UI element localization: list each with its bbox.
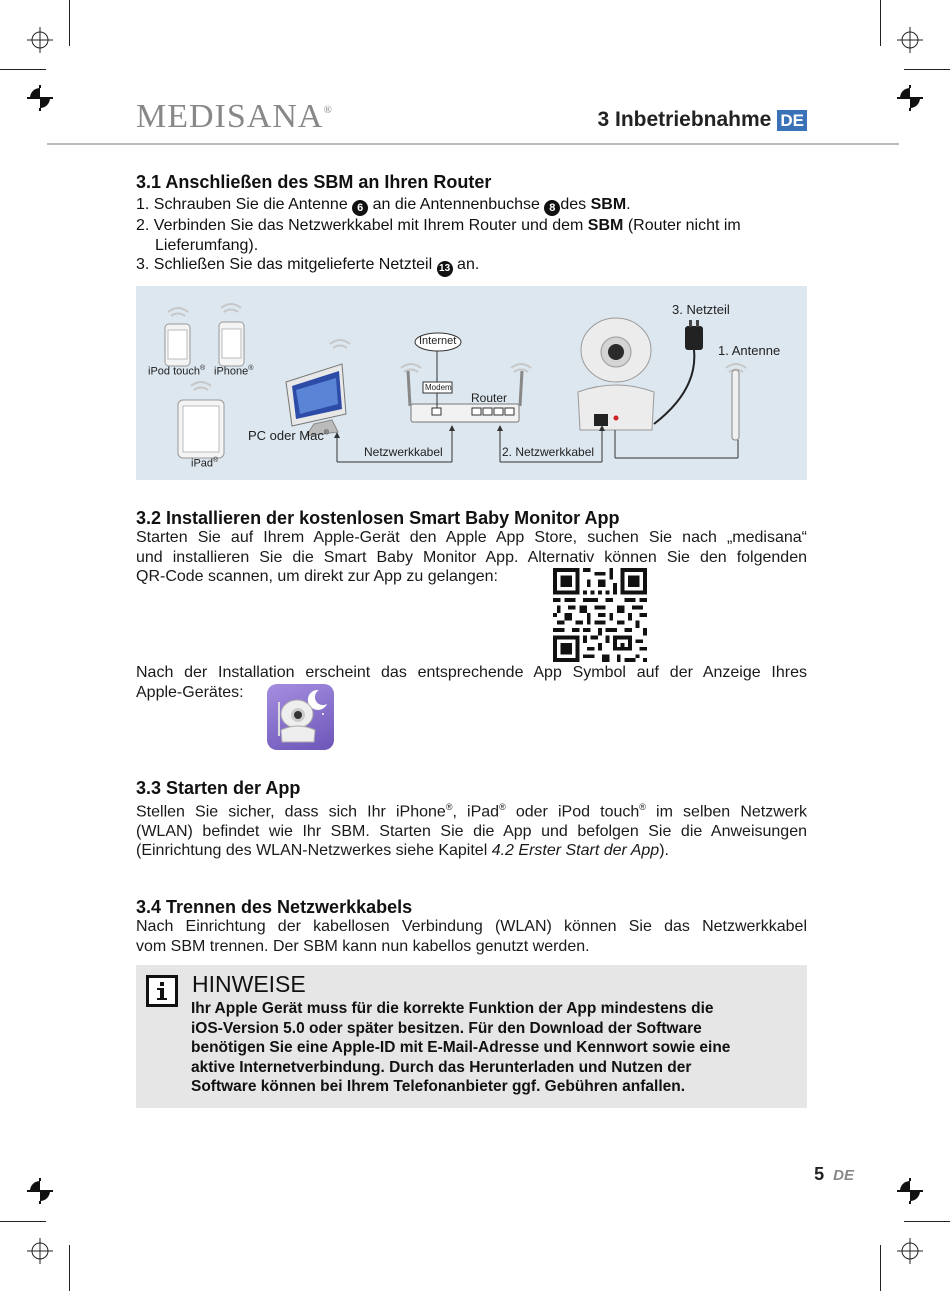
registration-dot-icon xyxy=(900,1181,920,1201)
info-icon xyxy=(146,975,178,1007)
crop-mark xyxy=(0,1221,46,1222)
diagram-label: iPad® xyxy=(191,457,219,470)
registration-mark-icon xyxy=(897,27,923,53)
section-body: Stellen Sie sicher, dass sich Ihr iPhone®, iPad® oder iPod touch® im selben Netzwerk (WLAN) befindet wie Ihr SBM. Starten Sie die App und befolgen Sie die Anweisungen (Einrichtung des WLAN-Netzwerkes siehe Kapitel 4.2 Erster Start der App). xyxy=(136,802,808,860)
crop-mark xyxy=(880,1245,881,1291)
brand-logo: MEDISANA® xyxy=(136,98,333,135)
steps-list xyxy=(136,195,816,277)
callout-number: 8 xyxy=(544,200,560,216)
crop-mark xyxy=(69,0,70,46)
iphone-icon xyxy=(219,322,244,366)
diagram-label: Internet xyxy=(419,335,457,347)
notice-text: Ihr Apple Gerät muss für die korrekte Funktion der App mindestens die iOS-Version 5.0 oder später besitzen. Für den Download der Software benötigen Sie eine Apple-ID mit E-Mail-Adresse und Kennwort sowie eine aktive Internetverbindung. Durch das Herunterladen und Nutzen der Software können bei Ihrem Telefonanbieter ggf. Gebühren anfallen. xyxy=(191,1000,731,1095)
registration-dot-icon xyxy=(30,1181,50,1201)
diagram-label: 1. Antenne xyxy=(718,343,781,358)
chapter-title xyxy=(597,108,807,132)
section-title: 3.2 Installieren der kostenlosen Smart Baby Monitor App xyxy=(136,508,620,528)
diagram-label: Router xyxy=(471,391,508,405)
section-title: 3.4 Trennen des Netzwerkkabels xyxy=(136,897,413,917)
header-divider xyxy=(47,143,899,145)
crop-mark xyxy=(904,1221,950,1222)
list-item: 2. Verbinden Sie das Netzwerkkabel mit Ihrem Router und dem SBM (Router nicht im xyxy=(136,217,741,234)
registration-dot-icon xyxy=(900,88,920,108)
qr-code xyxy=(553,568,647,662)
section-body: Starten Sie auf Ihrem Apple-Gerät den Apple App Store, suchen Sie nach „medisana“ und installieren Sie die Smart Baby Monitor App. Alternativ können Sie den folgenden QR-Code scannen, um direkt zur App zu gelangen: xyxy=(136,529,807,585)
diagram-label: Netzwerkkabel xyxy=(364,445,443,459)
section-body: Nach der Installation erscheint das entsprechende App Symbol auf der Anzeige Ihres Apple-Gerätes: xyxy=(136,664,807,701)
ipod-touch-icon xyxy=(165,324,190,366)
chapter-label: 3 Inbetriebnahme xyxy=(597,108,772,131)
crop-mark xyxy=(0,69,46,70)
page-number: 5 DE xyxy=(814,1164,854,1184)
diagram-label: PC oder Mac® xyxy=(248,428,330,443)
section-title: 3.3 Starten der App xyxy=(136,778,301,798)
language-badge: DE xyxy=(777,110,807,131)
diagram-label: 2. Netzwerkkabel xyxy=(502,445,595,459)
diagram-label: 3. Netzteil xyxy=(672,302,730,317)
network-diagram xyxy=(136,286,807,480)
registration-mark-icon xyxy=(897,1238,923,1264)
callout-number: 13 xyxy=(437,261,453,277)
list-item: 3. Schließen Sie das mitgelieferte Netzteil 13 an. xyxy=(136,255,816,277)
crop-mark xyxy=(69,1245,70,1291)
registration-mark-icon xyxy=(27,27,53,53)
antenna-icon xyxy=(732,370,739,440)
registration-mark-icon xyxy=(27,1238,53,1264)
callout-number: 6 xyxy=(352,200,368,216)
crop-mark xyxy=(904,69,950,70)
ipad-icon xyxy=(178,400,224,458)
diagram-label: iPod touch® xyxy=(148,365,206,378)
diagram-label: iPhone® xyxy=(214,365,254,378)
list-item: Lieferumfang). xyxy=(155,236,259,254)
notice-title: HINWEISE xyxy=(192,971,306,997)
section-body: Nach Einrichtung der kabellosen Verbindung (WLAN) können Sie das Netzwerkkabel vom SBM trennen. Der SBM kann nun kabellos genutzt werden. xyxy=(136,918,807,955)
diagram-label: Modem xyxy=(425,383,452,392)
list-item: 1. Schrauben Sie die Antenne 6 an die Antennenbuchse 8 des SBM. xyxy=(136,196,631,214)
registration-dot-icon xyxy=(30,88,50,108)
crop-mark xyxy=(880,0,881,46)
section-title: 3.1 Anschließen des SBM an Ihren Router xyxy=(136,172,492,192)
baby-monitor-camera-icon xyxy=(578,318,654,430)
app-icon xyxy=(267,684,334,750)
power-adapter-icon xyxy=(654,320,703,424)
pc-monitor-icon xyxy=(286,364,346,436)
notice-box xyxy=(136,965,807,1108)
